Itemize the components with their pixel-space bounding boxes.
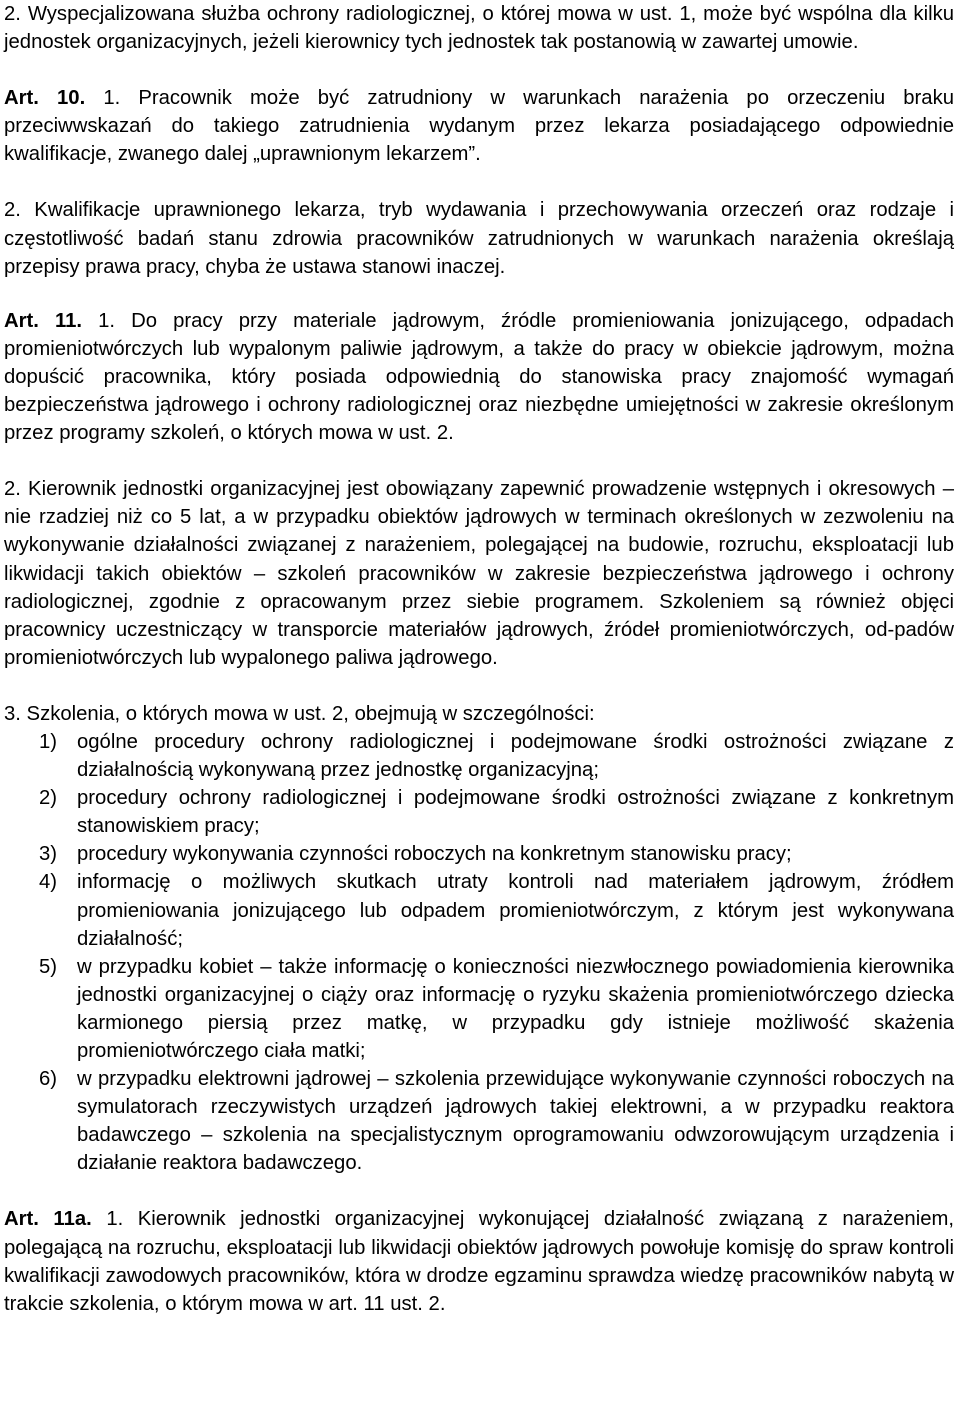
paragraph-art11-ust1 bbox=[4, 307, 954, 447]
list-item bbox=[4, 840, 954, 868]
list-item-text: procedury wykonywania czynności roboczych na konkretnym stanowisku pracy; bbox=[77, 843, 792, 866]
spacer bbox=[4, 168, 954, 196]
list-item-number: 2) bbox=[39, 787, 58, 810]
list-item-text: w przypadku elektrowni jądrowej – szkolenia przewidujące wykonywanie czynności roboczych na symulatorach rzeczywistych urządzeń jądrowych takiej elektrowni, a w przypadku reaktora badawczego – szkolenia na specjalistycznym oprogramowaniu odwzorowującym urządzenia i działanie reaktora badawczego. bbox=[77, 1068, 954, 1175]
list-item-number: 5) bbox=[39, 955, 58, 978]
list-item-text: w przypadku kobiet – także informację o konieczności niezwłocznego powiadomienia kierownika jednostki organizacyjnej o ciąży oraz informację o ryzyku skażenia promieniotwórczego dziecka karmionego piersią przez matkę, w przypadku gdy istnieje możliwość skażenia promieniotwórczego ciała matki; bbox=[77, 955, 954, 1062]
paragraph-art10-ust2: 2. Kwalifikacje uprawnionego lekarza, tryb wydawania i przechowywania orzeczeń oraz rodzaje i częstotliwość badań stanu zdrowia pracowników zatrudnionych w warunkach narażenia określają przepisy prawa pracy, chyba że ustawa stanowi inaczej. bbox=[4, 199, 954, 278]
list-item-text: ogólne procedury ochrony radiologicznej i podejmowane środki ostrożności związane z działalnością wykonywaną przez jednostkę organizacyjną; bbox=[77, 730, 954, 782]
article-number: Art. 10. bbox=[4, 87, 86, 110]
list-item-number: 6) bbox=[39, 1068, 58, 1091]
spacer bbox=[4, 56, 954, 84]
list-item bbox=[4, 868, 954, 952]
paragraph-art11a-ust1 bbox=[4, 1205, 954, 1317]
article-number: Art. 11. bbox=[4, 309, 83, 332]
paragraph-text: 1. Pracownik może być zatrudniony w warunkach narażenia po orzeczeniu braku przeciwwskazań do takiego zatrudnienia wydanym przez lekarza posiadającego odpowiednie kwalifikacje, zwanego dalej „uprawnionym lekarzem”. bbox=[4, 87, 955, 166]
list-item-text: procedury ochrony radiologicznej i podejmowane środki ostrożności związane z konkretnym stanowiskiem pracy; bbox=[77, 787, 954, 838]
article-number: Art. 11a. bbox=[4, 1208, 92, 1231]
paragraph-art11-ust2: 2. Kierownik jednostki organizacyjnej jest obowiązany zapewnić prowadzenie wstępnych i okresowych – nie rzadziej niż co 5 lat, a w przypadku obiektów jądrowych w terminach określonych w zezwoleniu na wykonywanie działalności związanej z narażeniem, polegającej na budowie, rozruchu, eksploatacji lub likwidacji takich obiektów – szkoleń pracowników w zakresie bezpieczeństwa jądrowego i ochrony radiologicznej, zgodnie z opracowanym przez siebie programem. Szkoleniem są również objęci pracownicy uczestniczący w transporcie materiałów jądrowych, źródeł promieniotwórczych, od-padów promieniotwórczych lub wypalonego paliwa jądrowego. bbox=[4, 478, 954, 669]
spacer bbox=[4, 447, 954, 475]
paragraph-text: 1. Do pracy przy materiale jądrowym, źródle promieniowania jonizującego, odpadach promieniotwórczych lub wypalonym paliwie jądrowym, a także do pracy w obiekcie jądrowym, można dopuścić pracownika, który posiada odpowiednią do stanowiska pracy znajomość wymagań bezpieczeństwa jądrowego i ochrony radiologicznej oraz niezbędne umiejętności w zakresie określonym przez programy szkoleń, o których mowa w ust. 2. bbox=[4, 309, 954, 445]
list-item-number: 4) bbox=[39, 871, 58, 894]
list-item-text: informację o możliwych skutkach utraty kontroli nad materiałem jądrowym, źródłem promieniowania jonizującego lub odpadem promieniotwórczym, z którym jest wykonywana działalność; bbox=[77, 871, 954, 950]
paragraph-art10-ust1 bbox=[4, 84, 954, 168]
spacer bbox=[4, 281, 954, 307]
paragraph-art9-ust2: 2. Wyspecjalizowana służba ochrony radiologicznej, o której mowa w ust. 1, może być wspólna dla kilku jednostek organizacyjnych, jeżeli kierownicy tych jednostek tak postanowią w zawartej umowie. bbox=[4, 3, 954, 54]
document-page bbox=[4, 0, 954, 1318]
paragraph-art11-ust3: 3. Szkolenia, o których mowa w ust. 2, obejmują w szczególności: bbox=[4, 702, 595, 725]
training-scope-list bbox=[4, 728, 954, 1178]
list-item bbox=[4, 1065, 954, 1177]
spacer bbox=[4, 672, 954, 700]
spacer bbox=[4, 1177, 954, 1205]
list-item-number: 1) bbox=[39, 730, 58, 753]
list-item-number: 3) bbox=[39, 843, 58, 866]
list-item bbox=[4, 728, 954, 784]
paragraph-text: 1. Kierownik jednostki organizacyjnej wykonującej działalność związaną z narażeniem, polegającą na rozruchu, eksploatacji lub likwidacji obiektów jądrowych powołuje komisję do spraw kontroli kwalifikacji zawodowych pracowników, która w drodze egzaminu sprawdza wiedzę pracowników nabytą w trakcie szkolenia, o którym mowa w art. 11 ust. 2. bbox=[4, 1208, 955, 1315]
list-item bbox=[4, 784, 954, 840]
list-item bbox=[4, 953, 954, 1065]
